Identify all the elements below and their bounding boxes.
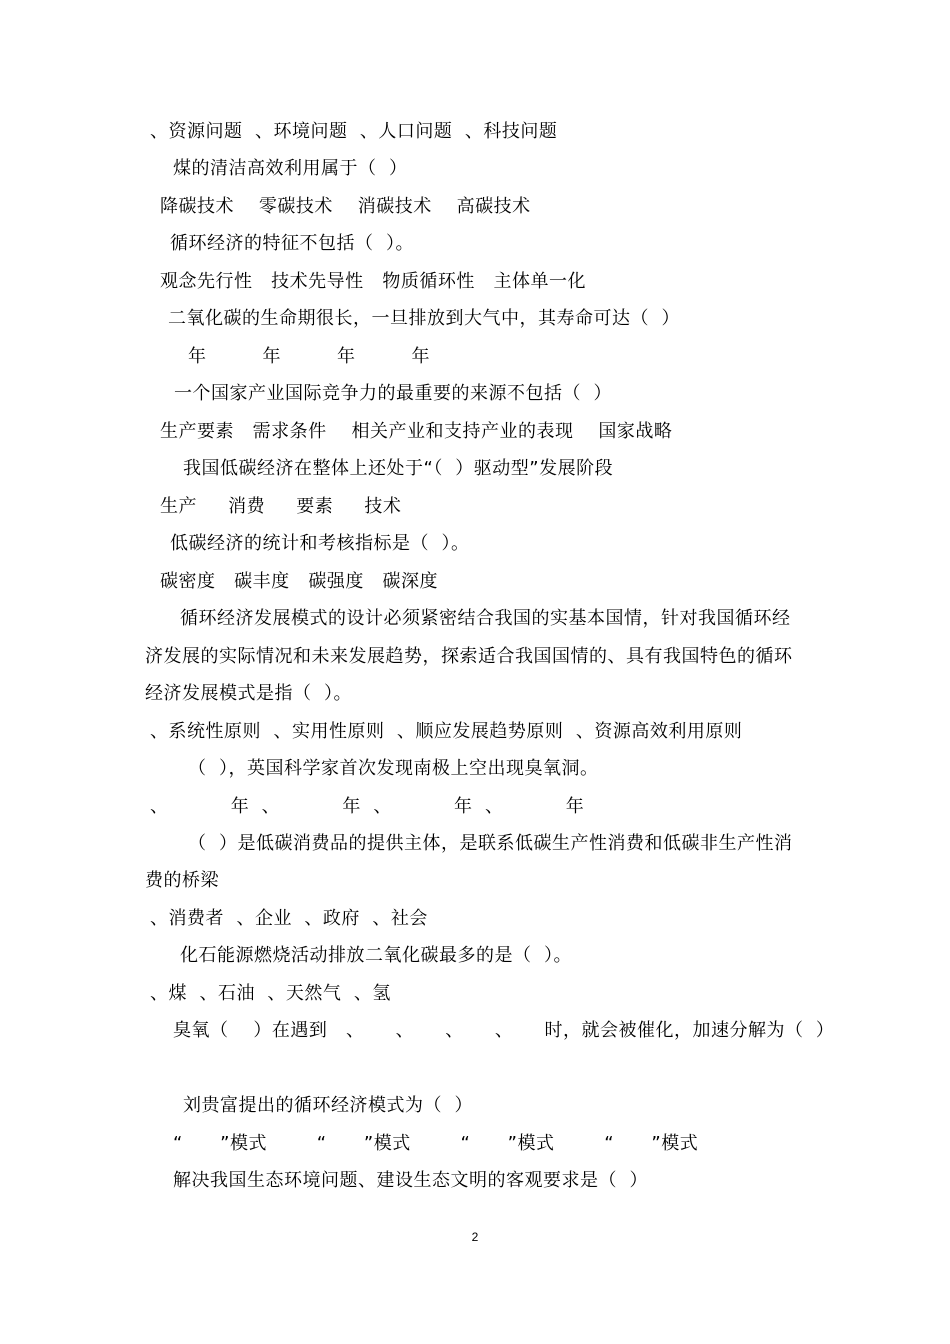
text-line: 生产 消费 要素 技术 <box>160 496 402 517</box>
text-line: 刘贵富提出的循环经济模式为（ ） <box>183 1095 473 1116</box>
text-line: 二氧化碳的生命期很长，一旦排放到大气中，其寿命可达（ ） <box>168 308 680 329</box>
text-line: 碳密度 碳丰度 碳强度 碳深度 <box>160 571 438 592</box>
text-line: 煤的清洁高效利用属于（ ） <box>173 158 408 179</box>
text-line: 、 年 、 年 、 年 、 年 <box>150 796 585 817</box>
text-line: 化石能源燃烧活动排放二氧化碳最多的是（ ）。 <box>180 945 572 966</box>
text-line: 观念先行性 技术先导性 物质循环性 主体单一化 <box>160 271 586 292</box>
text-line: 循环经济发展模式的设计必须紧密结合我国的实基本国情，针对我国循环经 <box>180 608 791 629</box>
text-line: 经济发展模式是指（ ）。 <box>145 683 352 704</box>
text-line: 生产要素 需求条件 相关产业和支持产业的表现 国家战略 <box>160 421 673 442</box>
text-line: 解决我国生态环境问题、建设生态文明的客观要求是（ ） <box>173 1170 648 1191</box>
text-line: （ ），英国科学家首次发现南极上空出现臭氧洞。 <box>188 758 599 779</box>
text-line: 循环经济的特征不包括（ ）。 <box>170 233 414 254</box>
text-line: “ ”模式 “ ”模式 “ ”模式 “ ”模式 <box>173 1133 699 1154</box>
page-number: 2 <box>471 1230 479 1244</box>
text-line: 臭氧（ ）在遇到 、 、 、 、 时，就会被催化，加速分解为（ ） <box>173 1020 835 1041</box>
text-line: 费的桥梁 <box>145 870 219 891</box>
text-line: 济发展的实际情况和未来发展趋势，探索适合我国国情的、具有我国特色的循环 <box>145 646 793 667</box>
text-line: 低碳经济的统计和考核指标是（ ）。 <box>170 533 470 554</box>
text-line: 降碳技术 零碳技术 消碳技术 高碳技术 <box>160 196 531 217</box>
text-line: 年 年 年 年 <box>188 346 430 367</box>
text-line: 、资源问题 、环境问题 、人口问题 、科技问题 <box>150 121 558 142</box>
text-line: 我国低碳经济在整体上还处于“（ ）驱动型”发展阶段 <box>183 458 614 479</box>
text-line: 、系统性原则 、实用性原则 、顺应发展趋势原则 、资源高效利用原则 <box>150 721 743 742</box>
text-line: （ ）是低碳消费品的提供主体，是联系低碳生产性消费和低碳非生产性消 <box>188 833 793 854</box>
text-line: 、消费者 、企业 、政府 、社会 <box>150 908 428 929</box>
text-line: 、煤 、石油 、天然气 、氢 <box>150 983 391 1004</box>
text-line: 一个国家产业国际竞争力的最重要的来源不包括（ ） <box>174 383 612 404</box>
